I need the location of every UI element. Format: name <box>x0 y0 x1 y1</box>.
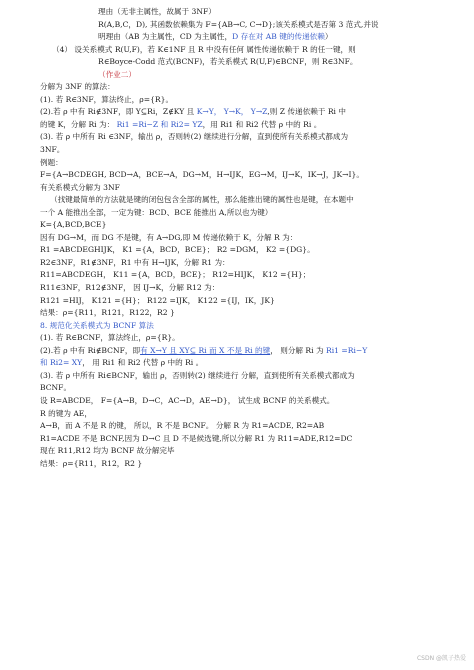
text-line: R11∈3NF，R12∉3NF， 因 IJ→K，分解 R12 为： <box>40 283 220 293</box>
watermark: CSDN @凯子热爱 <box>416 655 466 663</box>
text-line: 3NF。 <box>40 145 65 155</box>
highlight-text: 有 X→Y 且 XY⊆ Ri 而 X 不是 Ri 的键 <box>140 345 271 355</box>
text-line: BCNF。 <box>40 383 72 393</box>
text-line: (1). 若 R∈BCNF，算法终止，ρ={R}。 <box>40 333 180 343</box>
text-line: （4） 设关系模式 R(U,F)，若 K∈1NF 且 R 中没有任何 属性传递依赖于 R 的任一键，则 <box>52 44 356 54</box>
text-line: K={A,BCD,BCE} <box>40 220 107 230</box>
section-heading: 分解为 3NF 的算法： <box>40 82 115 92</box>
text-line: 一个 A 能推出全部，一定为键：BCD、BCE 能推出 A,所以也为键） <box>40 207 273 217</box>
text-line: R∈Boyce-Codd 范式(BCNF)，若关系模式 R(U,F)∈BCNF，则 R∈3NF。 <box>98 57 358 67</box>
highlight-text: D 存在对 AB 键的传递依赖 <box>232 32 325 42</box>
text-line: 因有 DG→M，而 DG 不是键，有 A→DG,即 M 传递依赖于 K，分解 R 为： <box>40 232 298 242</box>
text-line: F={A→BCDEGH, BCD→A，BCE→A，DG→M，H→IJK，EG→M，IJ→K，IK→J，JK→I}。 <box>40 170 364 180</box>
text-line: 现在 R11,R12 均为 BCNF 故分解完毕 <box>40 446 175 456</box>
text-line: （找键最简单的方法就是键的闭包包含全部的属性，那么能推出键的属性也是键，在本题中 <box>50 195 354 205</box>
text-line: 的键 K，分解 Ri 为： Ri1 =Ri−Z 和 Ri2= YZ，用 Ri1 和 Ri2 代替 ρ 中的 Ri 。 <box>40 119 322 129</box>
highlight-text: Ri1 =Ri−Y <box>326 345 368 355</box>
text-line: 理由（无非主属性，故属于 3NF） <box>98 7 216 16</box>
text-line: (2).若 ρ 中有 Ri∉BCNF，即有 X→Y 且 XY⊆ Ri 而 X 不是 Ri 的键， 则分解 Ri 为 Ri1 =Ri−Y <box>40 345 368 355</box>
highlight-text: Ri1 =Ri−Z 和 Ri2= YZ <box>116 119 203 129</box>
text-line: R2∈3NF，R1∉3NF，R1 中有 H→IJK，分解 R1 为： <box>40 257 230 267</box>
text-line: (1). 若 R∈3NF，算法终止，ρ={R}。 <box>40 94 174 104</box>
highlight-text: 和 Ri2= XY <box>40 358 83 368</box>
text-line: A→B，而 A 不是 R 的键， 所以，R 不是 BCNF。 分解 R 为 R1=ACDE, R2=AB <box>40 421 325 431</box>
homework-label: （作业二） <box>98 69 136 79</box>
text-line: R 的键为 AE， <box>40 408 92 418</box>
text-line: 结果：ρ={R11，R121，R122，R2 } <box>40 308 175 318</box>
text-line: (3). 若 ρ 中所有 Ri∈BCNF，输出 ρ，否则转(2) 继续进行 分解，直到使所有关系模式都成为 <box>40 370 355 380</box>
highlight-text: K→Y， Y→K， Y→Z <box>196 107 268 117</box>
text-line: R1=ACDE 不是 BCNF,因为 D→C 且 D 不是候选键,所以分解 R1 为 R11=ADE,R12=DC <box>40 433 353 443</box>
text-line: 明理由（AB 为主属性，CD 为主属性，D 存在对 AB 键的传递依赖） <box>98 32 333 42</box>
text-line: R121 =HIJ， K121 ={H}； R122 =IJK， K122 ={IJ，IK，JK} <box>40 295 275 305</box>
text-line: R(A,B,C，D), 其函数依赖集为 F={AB→C, C→D};该关系模式是否第 3 范式,并说 <box>98 19 379 29</box>
text-line: 例题： <box>40 157 63 167</box>
text-line: 和 Ri2= XY， 用 Ri1 和 Ri2 代替 ρ 中的 Ri 。 <box>40 358 204 368</box>
text-line: R1 =ABCDEGHIJK， K1 ={A，BCD，BCE}； R2 =DGM， K2 ={DG}。 <box>40 245 315 255</box>
text-line: (2).若 ρ 中有 Ri∉3NF，即 Y⊆Ri，Z∉KY 且 K→Y， Y→K， Y→Z,则 Z 传递依赖于 Ri 中 <box>40 107 346 117</box>
text-line: 结果：ρ={R11，R12，R2 } <box>40 458 143 468</box>
text-line: 设 R=ABCDE， F={A→B，D→C，AC→D，AE→D}， 试生成 BCNF 的关系模式。 <box>40 395 335 405</box>
section-heading: 8. 规范化关系模式为 BCNF 算法 <box>40 320 154 330</box>
text-line: 有关系模式分解为 3NF <box>40 182 120 192</box>
text-line: (3). 若 ρ 中所有 Ri ∈3NF，输出 ρ，否则转(2) 继续进行分解，直到使所有关系模式都成为 <box>40 132 349 142</box>
text-line: R11=ABCDEGH， K11 ={A，BCD，BCE}； R12=HIJK， K12 ={H}； <box>40 270 311 280</box>
